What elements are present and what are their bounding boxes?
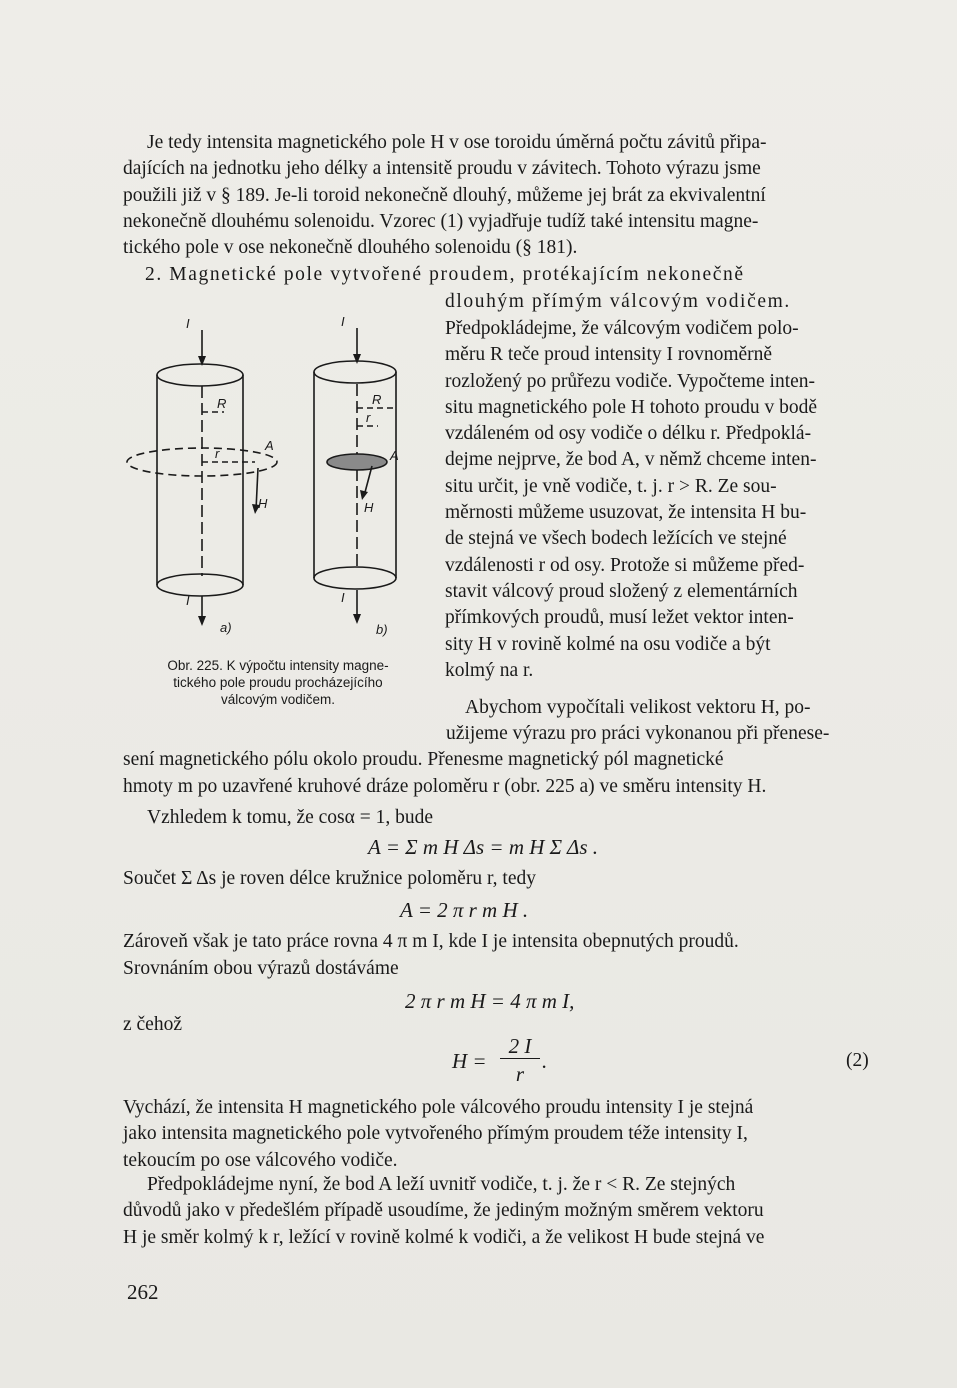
equation-4-dot: . [542, 1049, 548, 1073]
right-column-line: vzdáleném od osy vodiče o délku r. Předpoklá- [445, 423, 812, 445]
right-column-line: situ určit, je vně vodiče, t. j. r > R. Ze sou- [445, 475, 777, 497]
equation-2: A = 2 π r m H . [400, 898, 529, 922]
caption-line: válcovým vodičem. [220, 692, 336, 707]
label-current-b-bottom: I [341, 590, 345, 605]
intro-line: dajících na jednotku jeho délky a intensitě proudu v závitech. Tohoto výrazu jsme [123, 158, 761, 180]
cylinder-a-bottom [157, 574, 243, 596]
right-column-line: přímkových proudů, musí ležet vektor inten- [445, 607, 794, 629]
right-column-line: Předpokládejme, že válcovým vodičem polo- [445, 318, 799, 339]
right-column-line: sity H v rovině kolmé na osu vodiče a být [445, 633, 771, 655]
equation-4-lhs: H = [452, 1049, 487, 1073]
intro-line: Je tedy intensita magnetického pole H v ose toroidu úměrná počtu závitů připa- [147, 132, 767, 153]
equation-4-denominator: r [515, 1062, 525, 1086]
vychazi-line: Vychází, že intensita H magnetického pole válcového proudu intensity I je stejná [123, 1097, 754, 1118]
intro-line: tického pole v ose nekonečně dlouhého solenoidu (§ 181). [123, 237, 578, 259]
cylinder-b-top [314, 361, 396, 383]
equation-1: A = Σ m H Δs = m H Σ Δs . [368, 835, 599, 859]
zaroven-line: Zároveň však je tato práce rovna 4 π m I, kde I je intensita obepnutých proudů. [123, 931, 739, 952]
label-a: a) [220, 620, 232, 635]
predpoklad-line: H je směr kolmý k r, ležící v rovině kolmé k vodiči, a že velikost H bude stejná ve [123, 1226, 765, 1248]
figure-225 [120, 300, 440, 660]
vychazi-line: tekoucím po ose válcového vodiče. [123, 1149, 398, 1171]
label-b: b) [376, 622, 388, 637]
work-paragraph-first-line: Abychom vypočítali velikost vektoru H, po- [465, 697, 811, 718]
right-column-line: kolmý na r. [445, 659, 534, 681]
soucet-line: Součet Σ Δs je roven délce kružnice poloměru r, tedy [123, 868, 536, 889]
page-number: 262 [127, 1280, 159, 1304]
right-column-line: stavit válcový proud složený z elementárních [445, 580, 798, 602]
cross-section-b [327, 454, 387, 470]
predpoklad-line: Předpokládejme nyní, že bod A leží uvnitř vodiče, t. j. že r < R. Ze stejných [147, 1174, 736, 1195]
right-column-paragraph [445, 316, 875, 684]
cylinder-a-top [157, 364, 243, 386]
z-ceho-line: z čehož [123, 1014, 182, 1035]
label-radius-a: R [217, 396, 227, 411]
label-r-b: r [366, 410, 371, 425]
predpoklad-paragraph [123, 1172, 875, 1251]
vzhledem-line: Vzhledem k tomu, že cosα = 1, bude [147, 807, 434, 828]
equation-number: (2) [846, 1050, 869, 1071]
cylinder-b-bottom [314, 567, 396, 589]
right-column-line: měrnosti můžeme usuzovat, že intensita H bu- [445, 502, 807, 524]
intro-line: použili již v § 189. Je-li toroid nekonečně dlouhý, můžeme jej brát za ekvivalentní [123, 184, 766, 206]
right-column-line: dejme nejprve, že bod A, v němž chceme inten- [445, 449, 817, 471]
work-line: užijeme výrazu pro práci vykonanou při přenese- [446, 723, 830, 744]
srovnanim-line: Srovnáním obou výrazů dostáváme [123, 958, 399, 979]
right-column-line: měru R teče proud intensity I rovnoměrně [445, 344, 773, 366]
predpoklad-line: důvodů jako v předešlém případě usoudíme, že jediným možným směrem vektoru [123, 1200, 764, 1222]
caption-line: Obr. 225. K výpočtu intensity magne- [167, 658, 389, 673]
work-line: sení magnetického pólu okolo proudu. Přenesme magnetický pól magnetické [123, 749, 724, 771]
figure-caption [122, 657, 434, 708]
equation-4-numerator: 2 I [500, 1034, 540, 1059]
label-point-a: A [265, 438, 274, 453]
vychazi-paragraph [123, 1095, 875, 1174]
work-line: hmoty m po uzavřené kruhové dráze poloměru r (obr. 225 a) ve směru intensity H. [123, 775, 767, 797]
label-radius-b: R [372, 392, 382, 407]
right-column-line: rozložený po průřezu vodiče. Vypočteme inten- [445, 370, 816, 392]
equation-3: 2 π r m H = 4 π m I, [405, 989, 575, 1013]
right-column-line: vzdálenosti r od osy. Protože si můžeme před- [445, 554, 805, 576]
label-r-a: r [215, 446, 220, 461]
label-current-a-top: I [186, 316, 190, 331]
section-heading-continued: dlouhým přímým válcovým vodičem. [445, 291, 791, 312]
label-point-b: A [390, 448, 399, 463]
vychazi-line: jako intensita magnetického pole vytvořeného přímým proudem téže intensity I, [123, 1123, 748, 1145]
caption-line: tického pole proudu procházejícího [173, 675, 383, 690]
section-heading: 2. Magnetické pole vytvořené proudem, protékajícím nekonečně [145, 264, 745, 285]
label-field-b: H [364, 500, 374, 515]
label-current-a-bottom: I [186, 593, 190, 608]
work-paragraph [123, 721, 875, 800]
right-column-line: de stejná ve všech bodech ležících ve stejné [445, 528, 787, 550]
intro-paragraph [123, 130, 875, 261]
intro-line: nekonečně dlouhému solenoidu. Vzorec (1) vyjadřuje tudíž také intensitu magne- [123, 210, 759, 232]
right-column-line: situ magnetického pole H tohoto proudu v bodě [445, 396, 818, 418]
label-current-b-top: I [341, 314, 345, 329]
figure-drawing [120, 300, 440, 660]
label-field-a: H [258, 496, 268, 511]
